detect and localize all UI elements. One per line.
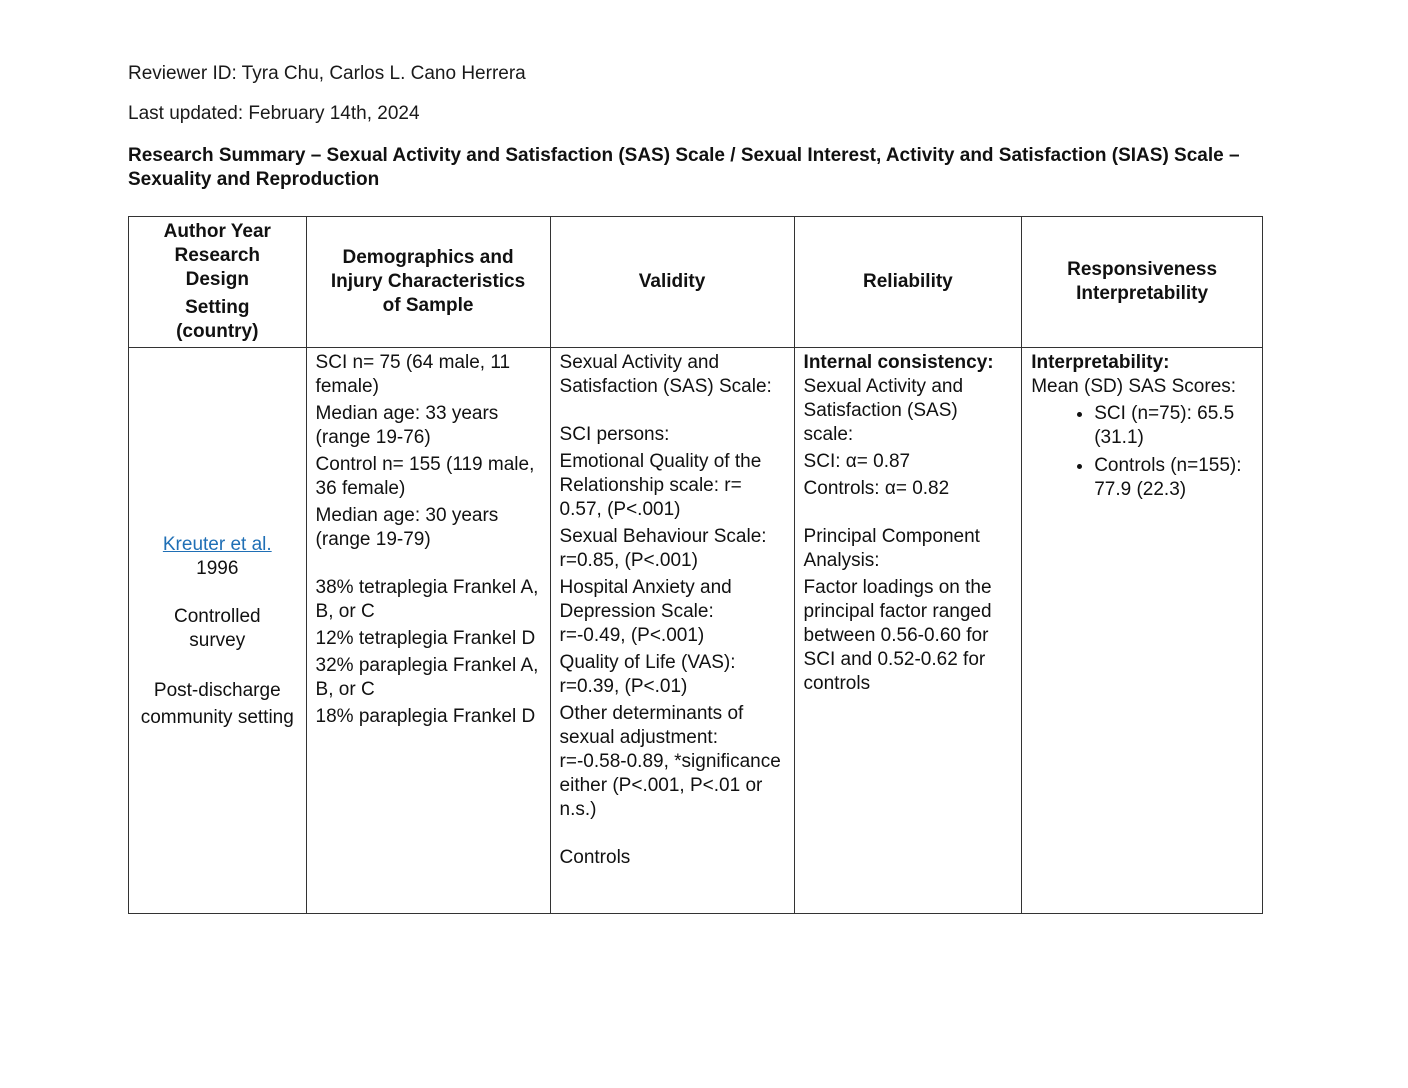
interpretability-subheading: Mean (SD) SAS Scores:: [1031, 376, 1237, 397]
cell-demographics: [306, 348, 550, 914]
cell-interpretability: [1022, 348, 1263, 914]
cell-validity: [550, 348, 794, 914]
research-summary-table: [128, 216, 1263, 914]
last-updated: Last updated: February 14th, 2024: [128, 103, 420, 124]
demographic-item: SCI n= 75 (64 male, 11 female): [315, 352, 511, 397]
validity-item: Controls: [559, 847, 631, 868]
validity-item: Sexual Behaviour Scale: r=0.85, (P<.001): [559, 526, 767, 571]
header-author-design-setting: [129, 217, 307, 348]
list-item: • SCI (n=75): 65.5 (31.1): [1094, 402, 1253, 450]
study-design: Controlled survey: [173, 606, 261, 651]
interpretability-list: [1031, 402, 1253, 502]
validity-item: Quality of Life (VAS): r=0.39, (P<.01): [559, 652, 736, 697]
header-research: Research: [174, 245, 261, 266]
reliability-sci: SCI: α= 0.87: [803, 451, 911, 472]
reliability-controls: Controls: α= 0.82: [803, 478, 950, 499]
demographic-item: Median age: 33 years (range 19-76): [315, 403, 499, 448]
reliability-scale: Sexual Activity and Satisfaction (SAS) scale:: [803, 376, 964, 445]
page-title: Research Summary – Sexual Activity and Satisfaction (SAS) Scale / Sexual Interest, Activity and Satisfaction (SIAS) Scale – Sexuality and Reproduction: [128, 145, 1240, 190]
header-interpretability: Interpretability: [1076, 283, 1209, 304]
header-reliability: Reliability: [794, 217, 1022, 348]
header-setting: Setting: [185, 297, 250, 318]
pca-heading: Principal Component Analysis:: [803, 526, 980, 571]
demographic-item: 38% tetraplegia Frankel A, B, or C: [315, 577, 539, 622]
pca-text: Factor loadings on the principal factor ranged between 0.56-0.60 for SCI and 0.52-0.62 for controls: [803, 577, 992, 694]
header-country: (country): [176, 321, 259, 342]
validity-item: Emotional Quality of the Relationship scale: r= 0.57, (P<.001): [559, 451, 762, 520]
demographic-item: Median age: 30 years (range 19-79): [315, 505, 499, 550]
table-header-row: [129, 217, 1263, 348]
demographic-item: 32% paraplegia Frankel A, B, or C: [315, 655, 539, 700]
study-setting: Post-discharge community setting: [140, 680, 294, 728]
reliability-heading: Internal consistency:: [803, 352, 994, 373]
study-year: 1996: [196, 558, 239, 579]
interpretability-heading: Interpretability:: [1031, 352, 1170, 373]
cell-author-design-setting: [129, 348, 307, 914]
list-item: • Controls (n=155): 77.9 (22.3): [1094, 454, 1253, 502]
header-demographics: Demographics and Injury Characteristics of Sample: [306, 217, 550, 348]
header-responsiveness: Responsiveness: [1067, 259, 1218, 280]
cell-reliability: [794, 348, 1022, 914]
header-responsiveness-interpretability: [1022, 217, 1263, 348]
author-link[interactable]: Kreuter et al.: [162, 534, 272, 555]
demographic-item: Control n= 155 (119 male, 36 female): [315, 454, 535, 499]
table-row: [129, 348, 1263, 914]
validity-item: Other determinants of sexual adjustment: r=-0.58-0.89, *significance either (P<.001, P<.01 or n.s.): [559, 703, 781, 820]
validity-item: Hospital Anxiety and Depression Scale: r=-0.49, (P<.001): [559, 577, 732, 646]
header-validity: Validity: [550, 217, 794, 348]
header-design: Design: [185, 269, 249, 290]
header-author-year: Author Year: [163, 221, 271, 242]
demographic-item: 18% paraplegia Frankel D: [315, 706, 536, 727]
reviewer-id: Reviewer ID: Tyra Chu, Carlos L. Cano Herrera: [128, 63, 526, 84]
validity-item: SCI persons:: [559, 424, 670, 445]
demographic-item: 12% tetraplegia Frankel D: [315, 628, 536, 649]
validity-item: Sexual Activity and Satisfaction (SAS) Scale:: [559, 352, 772, 397]
